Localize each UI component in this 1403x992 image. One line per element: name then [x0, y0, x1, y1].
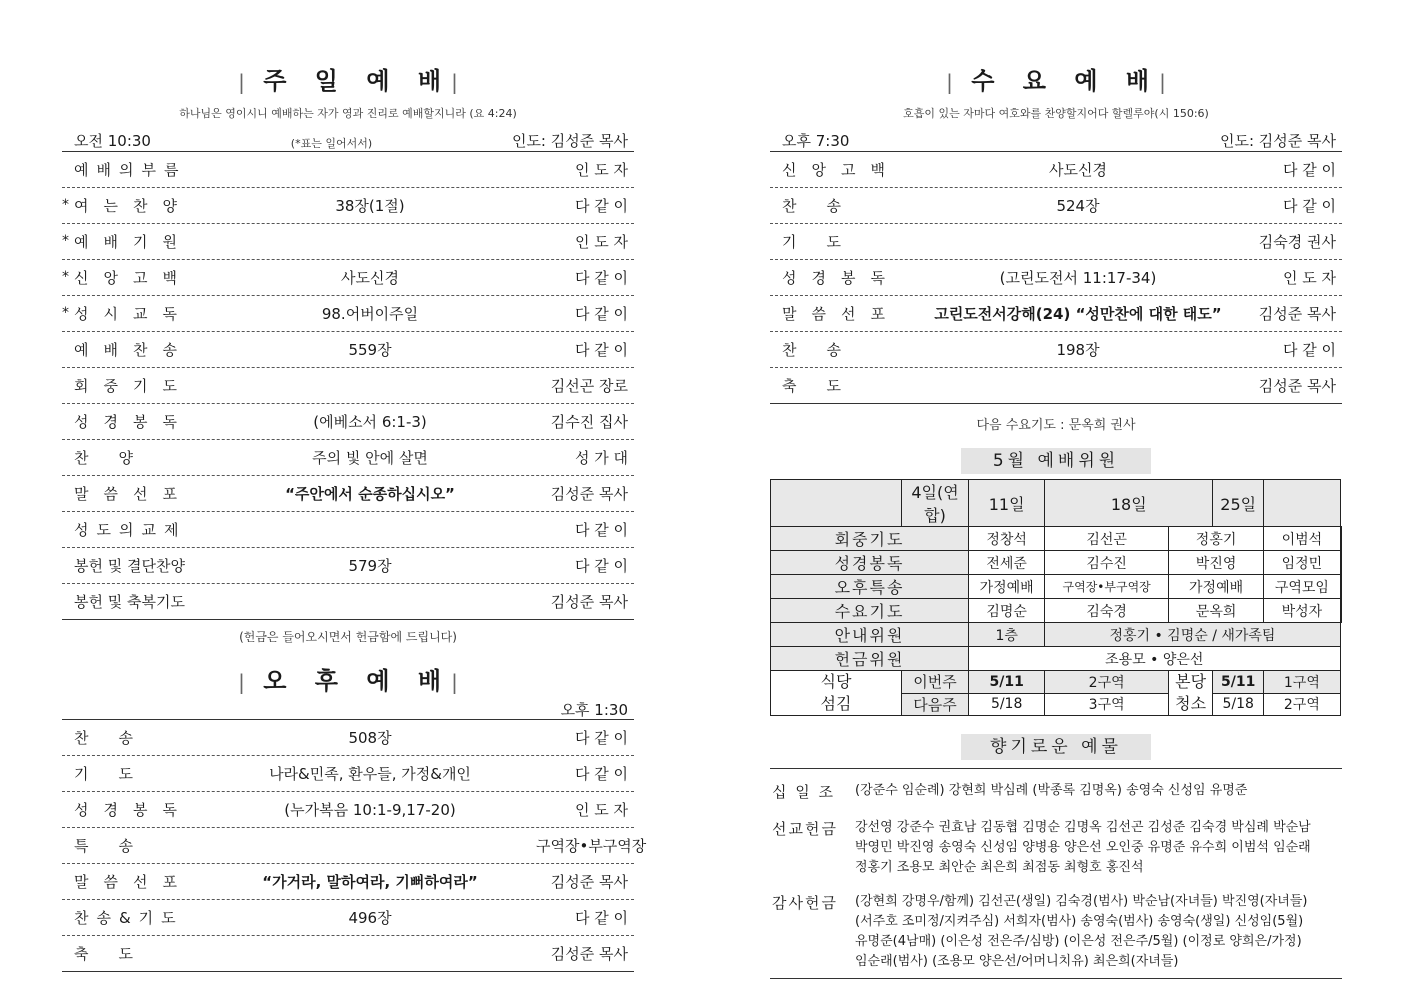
- duty-cell: 김수진: [1045, 551, 1169, 575]
- sunday-item-person: 인 도 자: [574, 161, 628, 179]
- wednesday-item-label: 찬송: [782, 197, 871, 215]
- afternoon-item-label: 찬송: [74, 729, 163, 747]
- afternoon-item-person: 다 같 이: [574, 909, 628, 927]
- duty-cell: 김선곤: [1045, 527, 1169, 551]
- duty-row: [771, 551, 1342, 575]
- wednesday-row: [770, 260, 1342, 296]
- sunday-item-label: 예배찬송: [74, 341, 192, 359]
- afternoon-item-person: 인 도 자: [574, 801, 628, 819]
- duty-cell: 김명순: [969, 599, 1045, 623]
- afternoon-time: 오후 1:30: [62, 699, 634, 720]
- sunday-row: [62, 512, 634, 548]
- sunday-item-content: 38장(1절): [335, 197, 405, 215]
- duty-cell: 박진영: [1168, 551, 1263, 575]
- afternoon-item-content: “가거라, 말하여라, 기뻐하여라”: [262, 873, 478, 891]
- duty-meal-row-1: [771, 671, 1342, 694]
- duty-cell: 문옥희: [1168, 599, 1263, 623]
- sunday-row: [62, 188, 634, 224]
- duty-row: [771, 575, 1342, 599]
- duty-guide-row: [771, 623, 1342, 647]
- duty-row: [771, 599, 1342, 623]
- sunday-item-label: * 신앙고백: [62, 267, 204, 288]
- left-column: [62, 0, 647, 972]
- wednesday-time: 오후 7:30: [782, 132, 850, 150]
- sunday-row: [62, 404, 634, 440]
- wednesday-header: [770, 121, 1342, 152]
- clean-this-date: 5/11: [1213, 671, 1264, 694]
- wednesday-item-label: 축도: [782, 377, 871, 395]
- duty-cell: 구역장•부구역장: [1045, 575, 1169, 599]
- sunday-row: [62, 152, 634, 188]
- wednesday-item-person: 김숙경 권사: [1258, 233, 1336, 251]
- sunday-item-label: 말씀선포: [74, 485, 192, 503]
- sunday-item-content: “주안에서 순종하십시오”: [285, 485, 455, 503]
- wednesday-leader: 인도: 김성준 목사: [1219, 132, 1336, 150]
- duty-title: 5월 예배위원: [961, 448, 1151, 474]
- duty-role: 성경봉독: [771, 551, 969, 575]
- sunday-item-label: * 여는찬양: [62, 195, 204, 216]
- afternoon-order: [62, 720, 647, 972]
- sunday-item-person: 인 도 자: [574, 233, 628, 251]
- duty-cell: 임정민: [1264, 551, 1340, 575]
- duty-row: [771, 527, 1342, 551]
- wednesday-item-label: 성경봉독: [782, 269, 900, 287]
- wednesday-verse: 호흡이 있는 자마다 여호와를 찬양할지어다 할렐루야(시 150:6): [903, 107, 1209, 120]
- meal-this-val: 2구역: [1045, 671, 1169, 694]
- wednesday-row: [770, 188, 1342, 224]
- guide-role: 안내위원: [771, 623, 969, 647]
- tithe-row: [770, 781, 1342, 802]
- duty-date: 18일: [1045, 480, 1213, 527]
- duty-table: [770, 479, 1342, 716]
- thanks-label: 감사헌금: [772, 894, 838, 912]
- sunday-row: [62, 548, 634, 584]
- clean-next-date: 5/18: [1213, 693, 1264, 716]
- sunday-row: [62, 584, 634, 620]
- guide-floor: 1층: [969, 623, 1045, 647]
- sunday-time: 오전 10:30: [74, 132, 151, 150]
- meal-next-date: 5/18: [969, 693, 1045, 716]
- offering-note: (헌금은 들어오시면서 헌금함에 드립니다): [239, 630, 457, 644]
- afternoon-title: | 오 후 예 배|: [238, 667, 458, 695]
- next-wednesday-prayer: 다음 수요기도 : 문옥희 권사: [976, 418, 1136, 433]
- duty-date: 25일: [1213, 480, 1264, 527]
- afternoon-item-label: 기도: [74, 765, 163, 783]
- sunday-item-person: 다 같 이: [574, 341, 628, 359]
- wednesday-item-label: 말씀선포: [782, 305, 900, 323]
- duty-date-row: [771, 480, 1342, 527]
- sunday-row: [62, 368, 634, 404]
- thanks-row: [770, 892, 1342, 972]
- sunday-item-content: 579장: [348, 557, 392, 575]
- sunday-leader: 인도: 김성준 목사: [511, 132, 628, 150]
- sunday-row: [62, 476, 634, 512]
- sunday-item-content: 98.어버이주일: [321, 305, 419, 323]
- duty-date: [1264, 480, 1340, 527]
- guide-people: 정홍기 • 김명순 / 새가족팀: [1045, 623, 1340, 647]
- sunday-item-person: 다 같 이: [574, 269, 628, 287]
- sunday-item-content: (에베소서 6:1-3): [313, 413, 427, 431]
- duty-cell: 가정예배: [1168, 575, 1263, 599]
- afternoon-item-person: 김성준 목사: [550, 945, 628, 963]
- sunday-item-label: 회중기도: [74, 377, 192, 395]
- afternoon-item-person: 다 같 이: [574, 765, 628, 783]
- clean-role: 본당 청소: [1168, 671, 1212, 716]
- wednesday-item-content: 198장: [1056, 341, 1100, 359]
- meal-role: 식당 섬김: [771, 671, 902, 716]
- afternoon-item-content: (누가복음 10:1-9,17-20): [284, 801, 456, 819]
- afternoon-item-label: 말씀선포: [74, 873, 192, 891]
- afternoon-item-person: 구역장•부구역장: [536, 837, 647, 855]
- afternoon-item-content: 496장: [348, 909, 392, 927]
- afternoon-row: [62, 720, 634, 756]
- tithe-label: 십 일 조: [772, 783, 836, 801]
- afternoon-row: [62, 756, 634, 792]
- sunday-verse: 하나님은 영이시니 예배하는 자가 영과 진리로 예배할지니라 (요 4:24): [179, 107, 517, 120]
- duty-role: 수요기도: [771, 599, 969, 623]
- sunday-title: | 주 일 예 배|: [238, 67, 458, 95]
- afternoon-item-label: 축도: [74, 945, 163, 963]
- afternoon-item-label: 특송: [74, 837, 163, 855]
- duty-cell: [1340, 575, 1341, 599]
- clean-this-val: 1구역: [1264, 671, 1340, 694]
- sunday-item-person: 성 가 대: [574, 449, 628, 467]
- offering-people: 조용모 • 양은선: [969, 647, 1341, 671]
- sunday-row: [62, 260, 634, 296]
- sunday-header: [62, 121, 634, 152]
- wednesday-item-label: 기도: [782, 233, 871, 251]
- duty-cell: 김숙경: [1045, 599, 1169, 623]
- sunday-row: [62, 440, 634, 476]
- afternoon-row: [62, 900, 634, 936]
- wednesday-order: [770, 152, 1342, 404]
- duty-cell: 구역모임: [1264, 575, 1340, 599]
- wednesday-item-person: 다 같 이: [1282, 197, 1336, 215]
- duty-cell: 정홍기: [1168, 527, 1263, 551]
- duty-role: 오후특송: [771, 575, 969, 599]
- duty-cell: 정창석: [969, 527, 1045, 551]
- afternoon-row: [62, 792, 634, 828]
- duty-cell: 전세준: [969, 551, 1045, 575]
- sunday-item-person: 김수진 집사: [550, 413, 628, 431]
- wednesday-item-person: 김성준 목사: [1258, 377, 1336, 395]
- mission-row: [770, 818, 1342, 878]
- sunday-item-content: 559장: [348, 341, 392, 359]
- sunday-item-person: 다 같 이: [574, 197, 628, 215]
- wednesday-item-person: 김성준 목사: [1258, 305, 1336, 323]
- sunday-item-label: 봉헌 및 축복기도: [74, 593, 185, 611]
- sunday-item-content: 주의 빛 안에 살면: [312, 449, 428, 467]
- afternoon-item-label: 성경봉독: [74, 801, 192, 819]
- sunday-row: [62, 296, 634, 332]
- sunday-item-label: * 성시교독: [62, 303, 204, 324]
- afternoon-item-person: 김성준 목사: [550, 873, 628, 891]
- sunday-item-label: 봉헌 및 결단찬양: [74, 557, 185, 575]
- sunday-item-person: 김선곤 장로: [550, 377, 628, 395]
- sunday-item-person: 다 같 이: [574, 521, 628, 539]
- duty-offering-row: [771, 647, 1342, 671]
- wednesday-item-label: 찬송: [782, 341, 871, 359]
- sunday-item-label: 예배의부름: [74, 161, 187, 179]
- wednesday-row: [770, 152, 1342, 188]
- sunday-item-label: 성경봉독: [74, 413, 192, 431]
- sunday-row: [62, 332, 634, 368]
- duty-cell: [1340, 527, 1341, 551]
- sunday-item-label: 성도의교제: [74, 521, 187, 539]
- offerings-title: 향기로운 예물: [961, 734, 1151, 760]
- duty-date: 4일(연합): [902, 480, 969, 527]
- duty-cell: [1340, 551, 1341, 575]
- duty-date: 11일: [969, 480, 1045, 527]
- wednesday-item-content: 사도신경: [1049, 161, 1107, 179]
- afternoon-row: [62, 936, 634, 972]
- meal-next-val: 3구역: [1045, 693, 1169, 716]
- wednesday-row: [770, 224, 1342, 260]
- standing-note: (*표는 일어서서): [290, 137, 373, 150]
- duty-corner-cell: [771, 480, 902, 527]
- sunday-order: [62, 152, 634, 620]
- meal-this-date: 5/11: [969, 671, 1045, 694]
- afternoon-item-content: 508장: [348, 729, 392, 747]
- afternoon-item-person: 다 같 이: [574, 729, 628, 747]
- meal-this-label: 이번주: [902, 671, 969, 694]
- afternoon-row: [62, 864, 634, 900]
- afternoon-item-label: 찬송&기도: [74, 909, 184, 927]
- mission-label: 선교헌금: [772, 820, 838, 838]
- wednesday-row: [770, 296, 1342, 332]
- afternoon-row: [62, 828, 647, 864]
- duty-role: 회중기도: [771, 527, 969, 551]
- sunday-row: [62, 224, 634, 260]
- right-column: [770, 0, 1342, 979]
- duty-cell: 박성자: [1264, 599, 1340, 623]
- sunday-item-person: 다 같 이: [574, 557, 628, 575]
- sunday-item-person: 김성준 목사: [550, 593, 628, 611]
- wednesday-item-content: 고린도전서강해(24) “성만찬에 대한 태도”: [934, 305, 1222, 323]
- wednesday-item-person: 다 같 이: [1282, 341, 1336, 359]
- sunday-item-person: 다 같 이: [574, 305, 628, 323]
- sunday-item-content: 사도신경: [341, 269, 399, 287]
- wednesday-row: [770, 368, 1342, 404]
- wednesday-item-person: 다 같 이: [1282, 161, 1336, 179]
- afternoon-item-content: 나라&민족, 환우들, 가정&개인: [269, 765, 471, 783]
- sunday-item-label: 찬양: [74, 449, 163, 467]
- wednesday-item-content: (고린도전서 11:17-34): [999, 269, 1157, 287]
- sunday-item-person: 김성준 목사: [550, 485, 628, 503]
- thanks-names: (강현희 강명우/함께) 김선곤(생일) 김숙경(범사) 박순남(자녀들) 박진영(자녀들) (서주호 조미정/지켜주심) 서희자(범사) 송영숙(범사) 송영숙(생일) 신성임(5월) 유명준(4남매) (이은성 전은주/심방) (이은성 전은주/5월) (이정로 양희은/가정) 임순래(범사) (조용모 양은선/어머니치유) 최은희(자녀들): [855, 894, 1308, 969]
- meal-next-label: 다음주: [902, 693, 969, 716]
- tithe-names: (강준수 임순례) 강현희 박심례 (박종록 김명옥) 송영숙 신성임 유명준: [855, 783, 1248, 798]
- wednesday-title: | 수 요 예 배|: [946, 67, 1166, 95]
- clean-next-val: 2구역: [1264, 693, 1340, 716]
- wednesday-item-content: 524장: [1056, 197, 1100, 215]
- sunday-item-label: * 예배기원: [62, 231, 204, 252]
- offering-role: 헌금위원: [771, 647, 969, 671]
- wednesday-row: [770, 332, 1342, 368]
- mission-names: 강선영 강준수 권효남 김동협 김명순 김명옥 김선곤 김성준 김숙경 박심례 박순남 박영민 박진영 송영숙 신성임 양병용 양은선 오인중 유명준 유수희 이범석 임순래 정홍기 조용모 최안순 최은희 최점동 최형호 홍진석: [855, 820, 1311, 875]
- wednesday-item-label: 신앙고백: [782, 161, 900, 179]
- wednesday-item-person: 인 도 자: [1282, 269, 1336, 287]
- duty-cell: 가정예배: [969, 575, 1045, 599]
- duty-cell: [1340, 599, 1341, 623]
- duty-cell: 이범석: [1264, 527, 1340, 551]
